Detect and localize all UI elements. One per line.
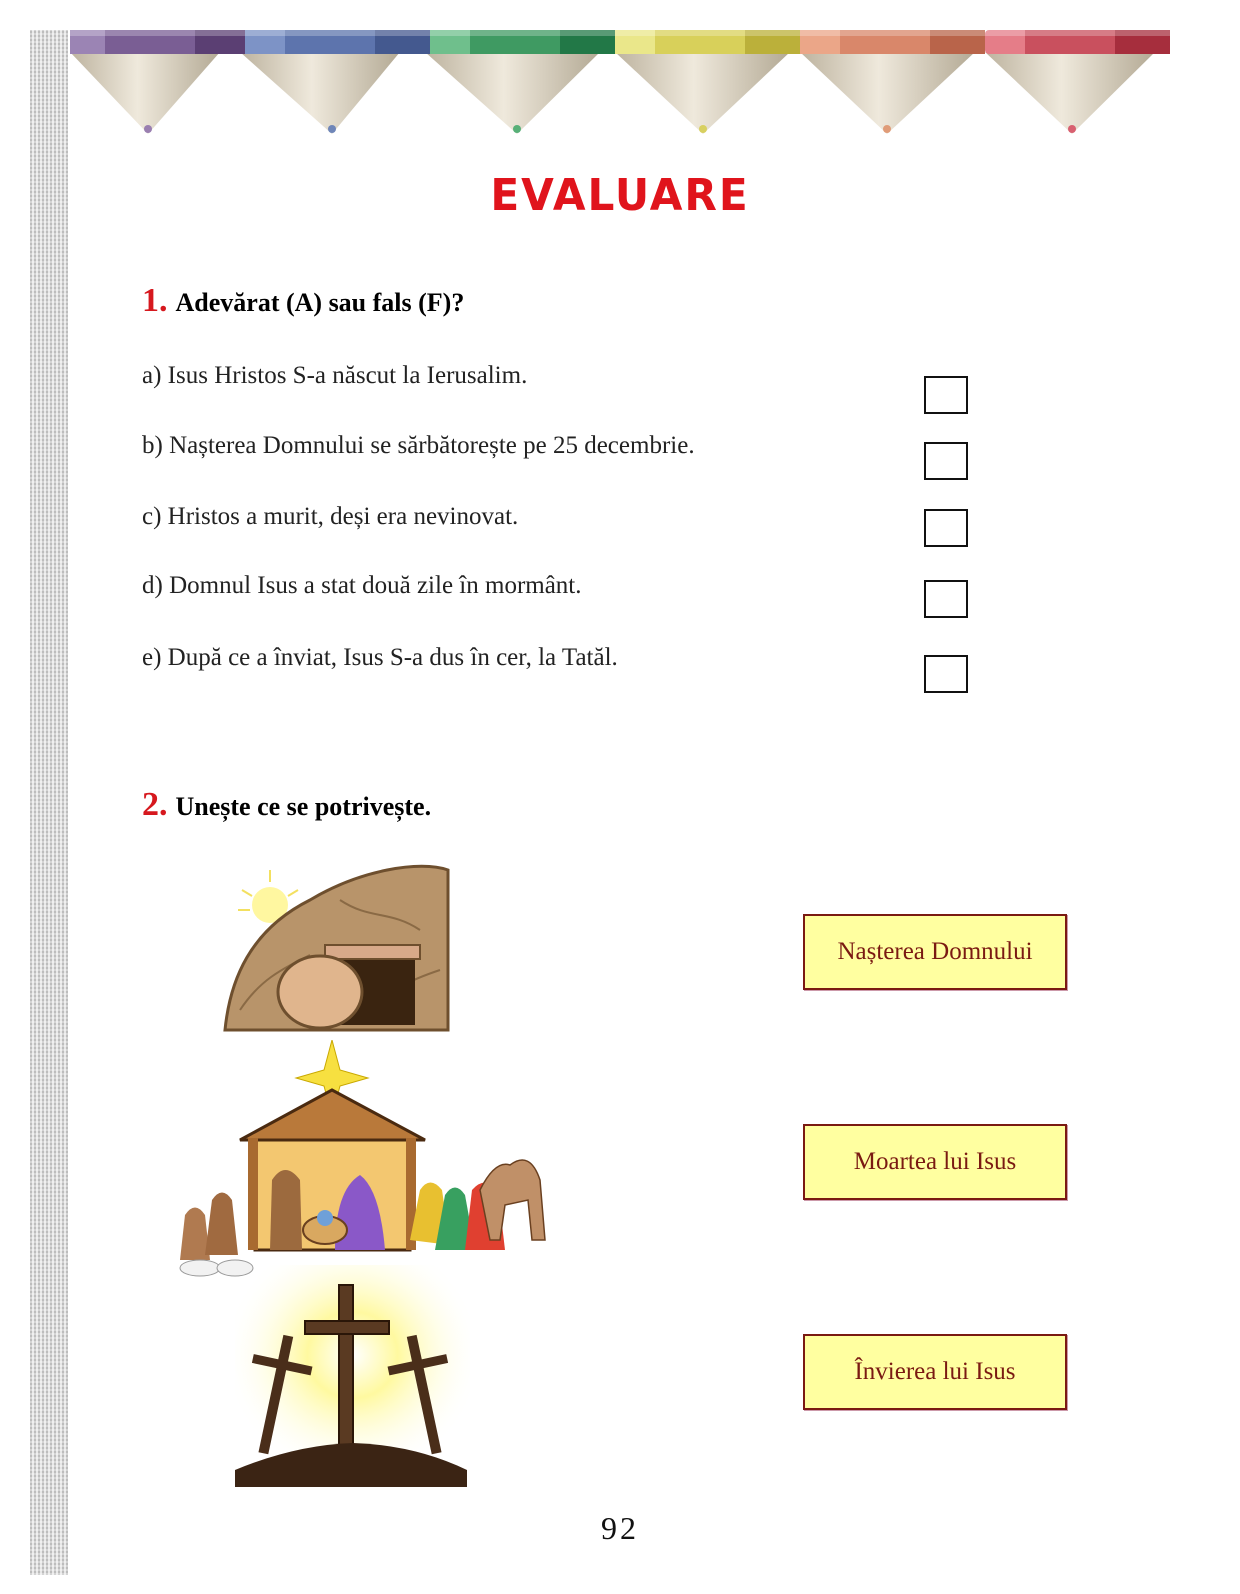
pencil-bodies	[70, 30, 1170, 54]
answer-box-e[interactable]	[924, 655, 968, 693]
question-1-text: Adevărat (A) sau fals (F)?	[175, 288, 465, 317]
nativity-scene-image[interactable]	[160, 1040, 560, 1280]
question-2-heading	[142, 786, 431, 824]
question-2-text: Unește ce se potrivește.	[175, 792, 432, 821]
statement-d: d) Domnul Isus a stat două zile în mormânt.	[142, 572, 582, 599]
decorative-side-strip	[30, 30, 68, 1575]
match-label-nasterea[interactable]: Nașterea Domnului	[803, 914, 1067, 990]
answer-box-b[interactable]	[924, 442, 968, 480]
question-1-number: 1.	[142, 282, 168, 319]
page-title: EVALUARE	[490, 170, 750, 221]
pencil-tips	[70, 52, 1155, 134]
page-number: 92	[601, 1510, 639, 1546]
match-label-invierea[interactable]: Învierea lui Isus	[803, 1334, 1067, 1410]
answer-box-a[interactable]	[924, 376, 968, 414]
answer-box-d[interactable]	[924, 580, 968, 618]
question-1-heading	[142, 282, 464, 320]
statement-c: c) Hristos a murit, deși era nevinovat.	[142, 503, 519, 530]
answer-box-c[interactable]	[924, 509, 968, 547]
empty-tomb-image[interactable]	[220, 860, 450, 1035]
question-2-number: 2.	[142, 786, 168, 823]
colored-pencils-border	[70, 30, 1180, 140]
match-label-moartea[interactable]: Moartea lui Isus	[803, 1124, 1067, 1200]
statement-e: e) După ce a înviat, Isus S-a dus în cer, la Tatăl.	[142, 644, 618, 671]
statement-b: b) Nașterea Domnului se sărbătorește pe 25 decembrie.	[142, 432, 695, 459]
statement-a: a) Isus Hristos S-a născut la Ierusalim.	[142, 362, 528, 389]
three-crosses-image[interactable]	[235, 1265, 470, 1490]
